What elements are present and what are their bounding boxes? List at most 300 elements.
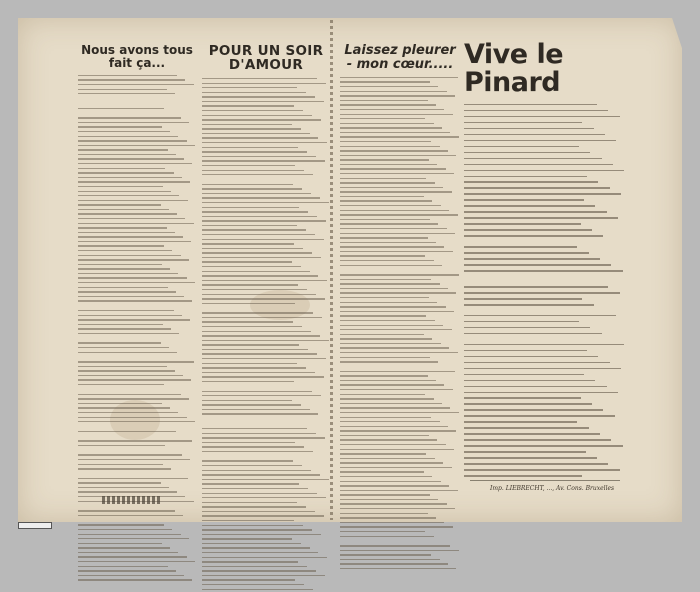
text-line [340,251,453,252]
text-line [78,529,172,530]
text-line [464,140,616,142]
text-line [202,381,294,382]
text-line [202,367,306,368]
text-line [202,584,304,585]
text-line [78,403,162,404]
text-line [78,126,162,127]
text-line [202,353,317,354]
text-line [202,413,318,414]
text-line [202,105,294,106]
text-line [78,245,164,246]
text-line [464,457,597,459]
text-line [78,282,195,283]
text-line [202,470,311,471]
text-line [340,205,441,206]
text-line [340,568,456,569]
stanza-gap [464,308,626,313]
text-line [464,246,577,248]
text-line [78,454,182,455]
song-text-lines [464,102,626,479]
stanza-gap [78,101,196,106]
text-line [78,417,187,418]
text-line [78,163,192,164]
text-line [202,289,307,290]
text-line [78,195,179,196]
text-line [78,84,194,85]
text-line [202,515,324,516]
text-line [340,279,431,280]
text-line [202,400,292,401]
text-line [340,178,426,179]
text-line [340,476,432,477]
text-line [78,566,168,567]
text-line [340,311,454,312]
song-text-lines [202,76,330,591]
text-line [202,437,325,438]
text-line [340,426,448,427]
text-line [202,511,315,512]
text-line [78,93,175,94]
text-line [78,122,189,123]
stanza-gap [202,384,330,389]
text-line [78,181,190,182]
text-line [340,109,444,110]
text-line [202,363,297,364]
text-line [202,502,297,503]
text-line [464,356,598,358]
text-line [78,510,175,511]
text-line [340,499,438,500]
text-line [464,205,595,207]
text-line [202,271,310,272]
text-line [202,257,321,258]
text-line [78,570,176,571]
text-line [340,458,435,459]
text-line [202,395,321,396]
text-line [202,184,293,185]
text-line [202,160,325,161]
stanza-gap [78,336,196,341]
text-line [78,209,169,210]
text-line [340,136,459,137]
text-line [464,415,615,417]
text-line [340,228,447,229]
text-line [202,317,322,318]
text-line [78,445,165,446]
text-line [78,287,168,288]
text-line [202,520,294,521]
text-line [202,479,329,480]
text-line [464,374,584,376]
text-line [202,280,327,281]
text-line [340,453,426,454]
text-line [202,92,306,93]
text-line [78,459,190,460]
text-line [202,589,313,590]
song-title: Laissez pleurer - mon cœur..... [344,43,456,72]
text-line [202,207,299,208]
divider [470,480,620,481]
text-line [340,173,454,174]
text-line [78,538,189,539]
text-line [78,547,170,548]
ornament [102,496,162,504]
stanza-gap [202,454,330,459]
text-line [202,115,312,116]
text-line [340,155,456,156]
text-line [340,471,424,472]
text-line [464,110,608,112]
text-line [464,223,581,225]
text-line [78,296,184,297]
text-line [78,227,167,228]
text-line [202,547,310,548]
text-line [340,246,444,247]
text-line [202,409,310,410]
text-line [340,302,437,303]
text-line [78,394,181,395]
text-line [202,538,292,539]
text-line [202,312,313,313]
text-line [78,319,190,320]
text-line [202,202,329,203]
text-line [78,140,187,141]
text-line [340,81,430,82]
text-line [202,243,294,244]
text-line [340,91,447,92]
text-line [202,474,320,475]
text-line [340,371,455,372]
text-line [340,329,452,330]
text-line [464,362,610,364]
text-line [464,315,616,317]
text-line [78,268,170,269]
text-line [340,265,442,266]
text-line [464,252,589,254]
text-line [78,177,182,178]
text-line [340,242,436,243]
text-line [78,250,172,251]
stanza-gap [202,421,330,426]
text-line [202,506,306,507]
stanza-gap [78,434,196,439]
text-line [464,264,611,266]
text-line [202,525,303,526]
text-line [340,481,441,482]
text-line [202,284,298,285]
text-line [202,488,308,489]
text-line [202,252,312,253]
text-line [202,151,307,152]
text-line [78,172,174,173]
text-line [78,255,181,256]
text-line [78,223,194,224]
text-line [78,324,163,325]
text-line [202,557,327,558]
text-line [340,550,459,551]
text-line [464,122,582,124]
text-line [78,213,177,214]
text-line [78,524,164,525]
text-line [464,392,618,394]
text-line [464,451,586,453]
text-line [202,331,311,332]
text-line [340,347,449,348]
text-line [340,127,442,128]
text-line [464,380,595,382]
text-line [464,104,597,106]
text-line [78,552,178,553]
text-line [340,320,435,321]
text-line [78,379,191,380]
text-line [78,315,182,316]
text-line [340,86,438,87]
text-line [202,326,302,327]
text-line [202,261,292,262]
text-line [464,397,581,399]
text-line [464,445,623,447]
text-line [340,288,448,289]
text-line [340,118,425,119]
text-line [340,517,436,518]
song-title: Vive le Pinard [464,39,564,99]
text-line [340,467,452,468]
stanza-gap [78,387,196,392]
stanza-gap [340,364,460,369]
text-line [78,186,163,187]
text-line [202,142,327,143]
text-line [464,146,579,148]
text-line [78,277,187,278]
text-line [78,464,163,465]
text-line [202,124,292,125]
text-line [202,358,326,359]
text-line [78,328,171,329]
text-line [464,475,582,477]
text-line [202,303,295,304]
text-line [202,137,318,138]
text-line [340,503,447,504]
text-line [202,170,304,171]
text-line [202,133,310,134]
text-line [78,218,185,219]
stanza-gap [78,303,196,308]
text-line [340,334,424,335]
text-line [340,490,458,491]
text-line [340,150,448,151]
text-line [464,463,608,465]
text-line [340,164,437,165]
text-line [78,561,195,562]
text-line [202,229,306,230]
text-line [202,239,324,240]
text-line [202,197,320,198]
text-line [464,199,584,201]
text-line [202,335,320,336]
text-line [202,87,297,88]
text-line [340,141,431,142]
text-line [78,556,187,557]
song-column-4 [464,39,626,479]
text-line [340,95,455,96]
text-line [464,327,590,329]
stanza-gap [464,279,626,284]
text-line [78,259,189,260]
song-column-2 [202,44,330,592]
text-line [340,412,459,413]
text-line [202,96,315,97]
text-line [202,460,293,461]
text-line [464,304,594,306]
text-line [202,147,298,148]
text-line [340,182,435,183]
text-line [202,543,301,544]
text-line [340,398,434,399]
text-line [202,529,312,530]
text-line [464,386,607,388]
stanza-gap [78,518,196,523]
text-line [78,431,176,432]
text-line [340,123,434,124]
center-fold [330,20,333,520]
text-line [464,170,624,172]
text-line [202,428,307,429]
text-line [464,298,582,300]
text-line [340,439,437,440]
song-text-lines [78,73,196,582]
text-line [340,361,438,362]
text-line [464,134,605,136]
text-line [464,193,621,195]
text-line [202,128,301,129]
text-line [78,117,181,118]
text-line [340,563,448,564]
song-title: Nous avons tous fait ça... [81,43,193,70]
text-line [340,375,428,376]
text-line [340,462,443,463]
text-line [340,297,429,298]
text-line [202,404,301,405]
text-line [340,417,431,418]
text-line [202,575,325,576]
text-line [78,487,169,488]
text-line [78,310,174,311]
text-line [78,347,169,348]
stanza-gap [78,448,196,453]
text-line [202,225,297,226]
text-line [78,468,171,469]
text-line [464,128,594,130]
text-line [202,344,299,345]
text-line [464,217,618,219]
text-line [78,232,175,233]
text-line [202,174,313,175]
text-line [202,534,321,535]
text-line [340,168,446,169]
text-line [340,223,438,224]
text-line [202,275,318,276]
text-line [78,89,167,90]
text-line [78,543,162,544]
text-line [202,493,317,494]
text-line [464,333,602,335]
text-line [202,188,302,189]
text-line [340,100,428,101]
text-line [340,357,430,358]
text-line [202,465,302,466]
text-line [202,451,313,452]
text-line [202,216,317,217]
text-line [464,409,603,411]
stanza-gap [78,504,196,509]
text-line [202,101,324,102]
text-line [202,497,326,498]
scale-bar [18,522,52,529]
song-text-lines [340,75,460,571]
text-line [340,196,424,197]
text-line [464,211,607,213]
text-line [78,300,192,301]
text-line [202,83,326,84]
text-line [464,258,600,260]
text-line [340,508,455,509]
text-line [78,158,184,159]
text-line [464,292,620,294]
text-line [464,321,579,323]
text-line [78,421,195,422]
stanza-gap [464,337,626,342]
text-line [340,421,440,422]
text-line [340,274,459,275]
stanza-gap [78,111,196,116]
text-line [202,579,295,580]
text-line [78,440,192,441]
text-line [464,439,611,441]
text-line [78,478,188,479]
text-line [340,526,453,527]
text-line [202,193,311,194]
text-line [202,211,308,212]
text-line [464,181,598,183]
text-line [340,255,425,256]
text-line [340,407,450,408]
text-line [340,430,456,431]
text-line [78,398,189,399]
text-line [340,210,449,211]
text-line [202,321,293,322]
text-line [464,270,623,272]
text-line [340,233,455,234]
song-title: POUR UN SOIR D'AMOUR [208,43,324,74]
text-line [340,292,456,293]
text-line [202,294,316,295]
text-line [78,407,170,408]
text-line [202,561,298,562]
text-line [340,449,454,450]
text-line [340,559,440,560]
text-line [340,191,452,192]
text-line [78,515,183,516]
text-line [202,372,315,373]
text-line [464,116,620,118]
text-line [340,380,436,381]
stanza-gap [340,268,460,273]
text-line [464,176,587,178]
song-column-3 [340,44,460,571]
stanza-gap [464,239,626,244]
text-line [78,534,181,535]
text-line [464,158,602,160]
